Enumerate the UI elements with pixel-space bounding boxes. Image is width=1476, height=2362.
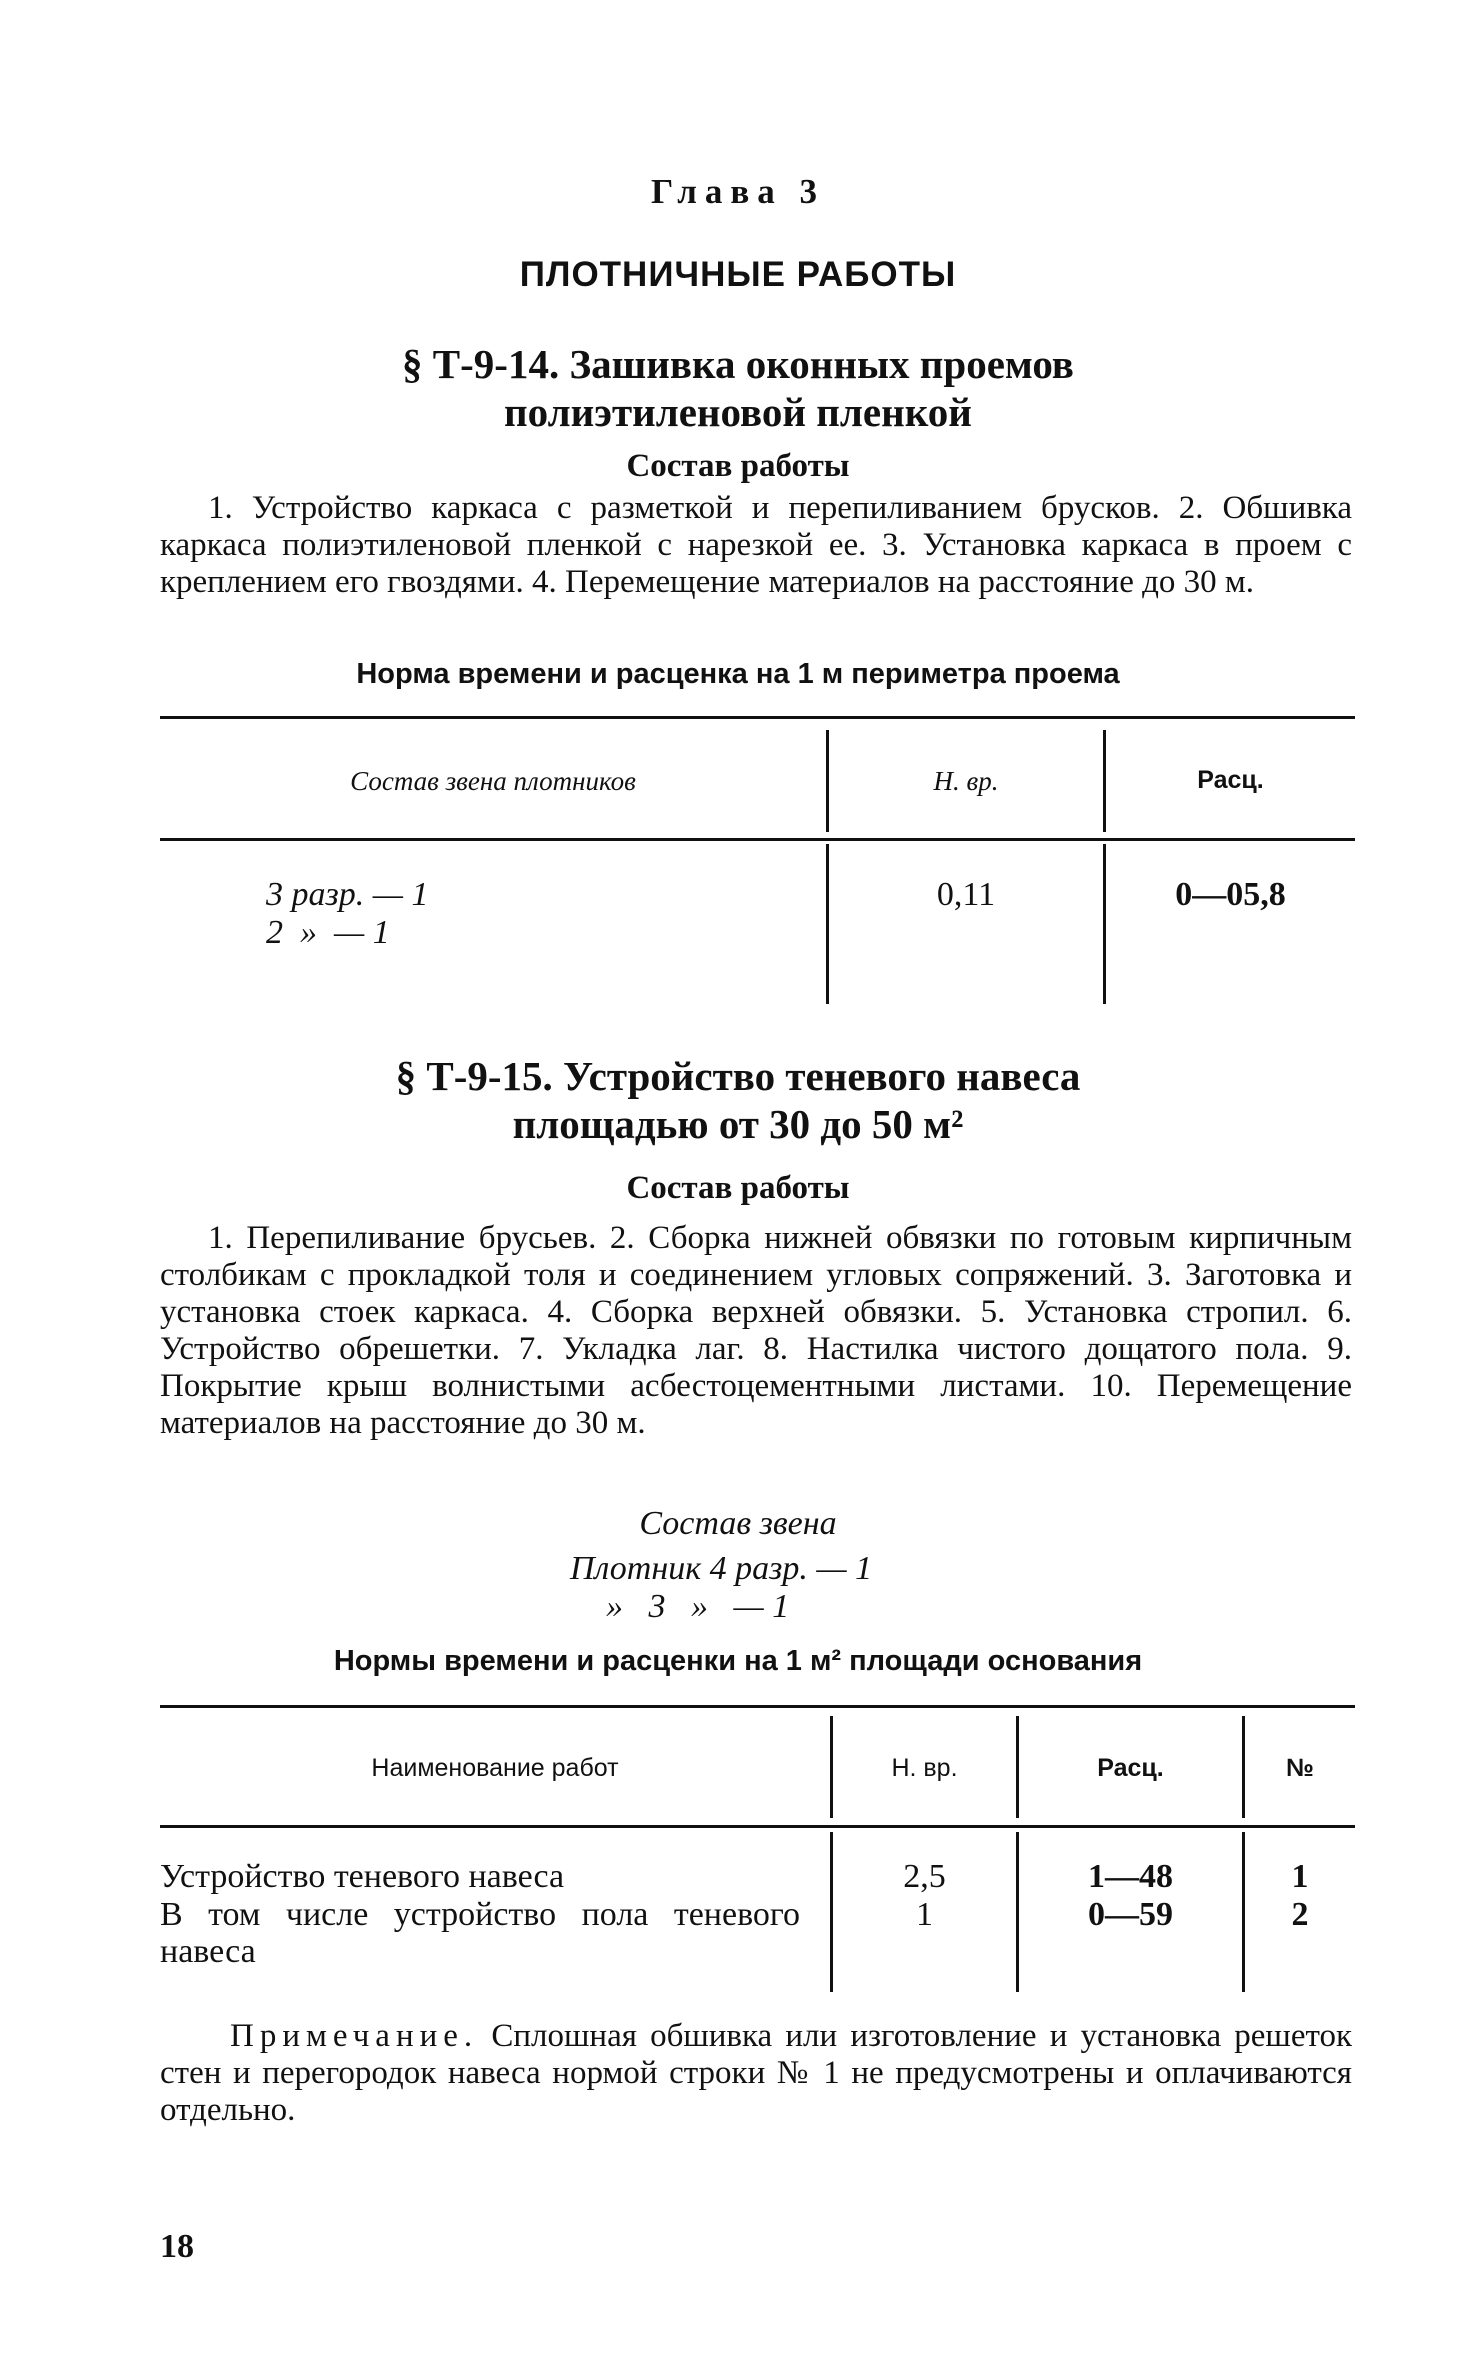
table2-row1-num: 1 [1291,1858,1309,1895]
table1-header-crew: Состав звена плотников [350,766,636,796]
section1-title-line1: § Т-9-14. Зашивка оконных проемов [402,341,1074,387]
table1-rate-value: 0—05,8 [1175,876,1286,913]
section2-norm-title: Нормы времени и расценки на 1 м² площади основания [333,1645,1143,1677]
table2-row1-rate: 1—48 [1088,1858,1173,1895]
table2-header-rate: Расц. [1097,1754,1164,1782]
crew-line1: Плотник 4 разр. — 1 [570,1550,873,1587]
crew-line2: » 3 » — 1 [606,1588,790,1625]
table2-row2-rate: 0—59 [1088,1896,1173,1933]
section1-norm-title: Норма времени и расценка на 1 м периметра проема [356,658,1120,690]
section2-title-line2: площадью от 30 до 50 м² [512,1101,964,1147]
crew-heading: Состав звена [639,1505,837,1542]
table1-crew-line1: 3 разр. — 1 [266,876,429,913]
table1-crew-line2: 2 » — 1 [266,914,390,951]
table2-row2-num: 2 [1291,1896,1309,1933]
table1-header-norm: Н. вр. [933,766,999,796]
section1-subtitle: Состав работы [626,448,850,484]
table2-row2-name: В том числе устройство пола теневого навеса [160,1896,800,1970]
table2-top-rule [160,1705,1355,1708]
table1-top-rule [160,716,1355,719]
section1-title [0,340,1476,436]
table2-row1-name: Устройство теневого навеса [160,1858,565,1895]
table2-header-num: № [1286,1754,1314,1782]
note-text: Сплошная обшивка или изготовление и установка решеток стен и перегородок навеса нормой строки № 1 не предусмотрены и оплачиваются отдельно. [160,2018,1353,2128]
table2-header-norm: Н. вр. [891,1754,958,1782]
table1-header-rule [160,838,1355,841]
chapter-heading: Глава 3 [650,172,826,211]
table1-divider [826,844,829,1004]
page-number: 18 [160,2228,194,2265]
note [160,2018,1352,2129]
table2-header-rule [160,1825,1355,1828]
table1-norm-value: 0,11 [936,876,996,913]
section2-subtitle: Состав работы [626,1170,850,1206]
section2-work-text: 1. Перепиливание брусьев. 2. Сборка нижней обвязки по готовым кирпичным столбикам с прокладкой толя и соединением угловых сопряжений. 3. Заготовка и установка стоек каркаса. 4. Сборка верхней обвязки. 5. Установка стропил. 6. Устройство обрешетки. 7. Укладка лаг. 8. Настилка чистого дощатого пола. 9. Покрытие крыш волнистыми асбестоцементными листами. 10. Перемещение материалов на расстояние до 30 м. [160,1220,1352,1441]
section2-title [0,1052,1476,1148]
table2-row1-norm: 2,5 [903,1858,946,1895]
part-title: ПЛОТНИЧНЫЕ РАБОТЫ [519,255,957,294]
table1-divider [1103,844,1106,1004]
section1-work-text: 1. Устройство каркаса с разметкой и перепиливанием брусков. 2. Обшивка каркаса полиэтиленовой пленкой с нарезкой ее. 3. Установка каркаса в проем с креплением его гвоздями. 4. Перемещение материалов на расстояние до 30 м. [160,490,1352,600]
table1-header-rate: Расц. [1197,766,1264,794]
section2-title-line1: § Т-9-15. Устройство теневого навеса [395,1053,1081,1099]
note-label: Примечание. [230,2018,479,2054]
table2-row2-norm: 1 [916,1896,933,1933]
section1-title-line2: полиэтиленовой пленкой [504,389,972,435]
table2-header-name: Наименование работ [371,1754,619,1782]
